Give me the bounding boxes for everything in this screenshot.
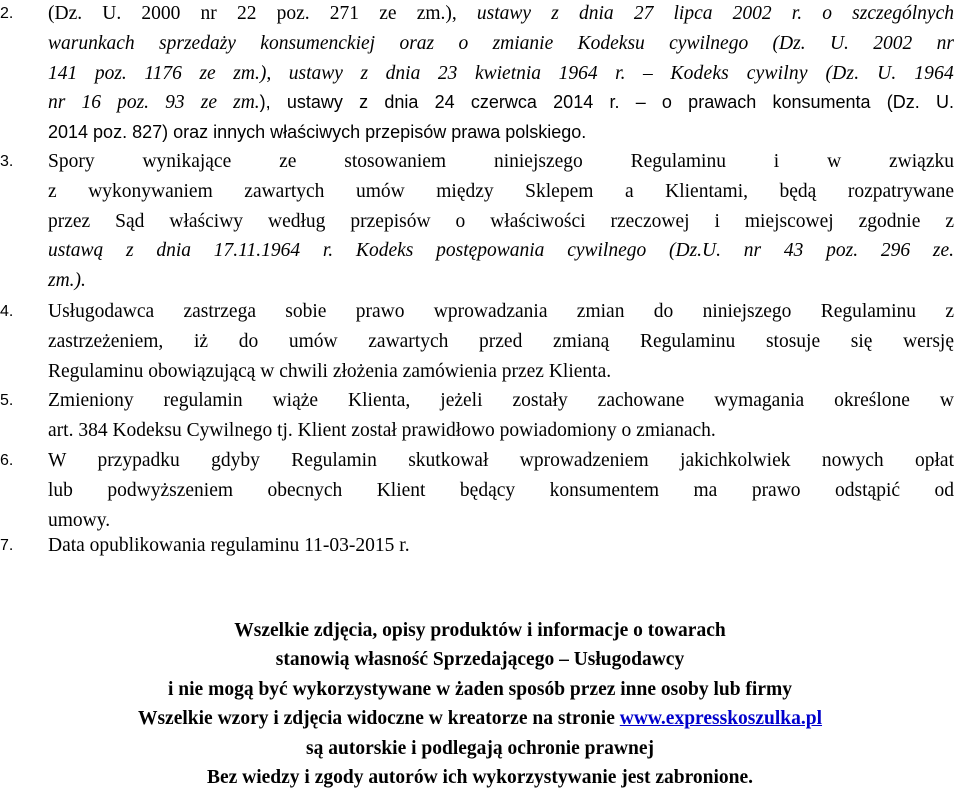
- website-link[interactable]: www.expresskoszulka.pl: [619, 708, 823, 730]
- text-line: Regulaminu obowiązującą w chwili złożenia zamówienia przez Klienta.: [48, 360, 612, 382]
- text-line: nr 16 poz. 93 ze zm.), ustawy z dnia 24 czerwca 2014 r. – o prawach konsumenta (Dz. U.: [48, 92, 954, 114]
- item-text: [48, 297, 954, 386]
- item-number: 3.: [0, 153, 14, 170]
- text-line: warunkach sprzedaży konsumenckiej oraz o zmianie Kodeksu cywilnego (Dz. U. 2002 nr: [48, 32, 954, 54]
- notice-line: są autorskie i podlegają ochronie prawnej: [306, 737, 654, 759]
- notice-line: Wszelkie zdjęcia, opisy produktów i informacje o towarach: [234, 620, 726, 641]
- item-number: 4.: [0, 303, 14, 320]
- text-line: Data opublikowania regulaminu 11-03-2015 r.: [48, 535, 410, 556]
- text-line: zastrzeżeniem, iż do umów zawartych przed zmianą Regulaminu stosuje się wersję: [48, 330, 954, 352]
- text-line: Zmieniony regulamin wiąże Klienta, jeżeli zostały zachowane wymagania określone w: [48, 390, 954, 411]
- text-line: lub podwyższeniem obecnych Klient będący konsumentem ma prawo odstąpić od: [48, 479, 954, 501]
- notice-line: Bez wiedzy i zgody autorów ich wykorzystywanie jest zabronione.: [206, 766, 754, 788]
- text-line: zm.).: [48, 270, 86, 292]
- item-number: 6.: [0, 452, 14, 469]
- text-line: umowy.: [48, 509, 111, 531]
- item-text: [48, 531, 954, 561]
- item-text: [48, 446, 954, 535]
- item-text: [48, 147, 954, 296]
- item-number: 2.: [0, 5, 14, 22]
- copyright-notice: [0, 616, 960, 792]
- text-line: art. 384 Kodeksu Cywilnego tj. Klient został prawidłowo powiadomiony o zmianach.: [48, 419, 716, 441]
- text-line: z wykonywaniem zawartych umów między Sklepem a Klientami, będą rozpatrywane: [48, 180, 954, 202]
- text-line: przez Sąd właściwy według przepisów o właściwości rzeczowej i miejscowej zgodnie z: [48, 210, 954, 232]
- item-number: 7.: [0, 537, 14, 554]
- text-line: W przypadku gdyby Regulamin skutkował wprowadzeniem jakichkolwiek nowych opłat: [48, 450, 954, 471]
- item-text: [48, 386, 954, 446]
- text-line: Spory wynikające ze stosowaniem niniejszego Regulaminu i w związku: [48, 151, 954, 172]
- notice-line: i nie mogą być wykorzystywane w żaden sposób przez inne osoby lub firmy: [167, 678, 792, 700]
- notice-line: stanowią własność Sprzedającego – Usługodawcy: [275, 649, 685, 671]
- text-line: 2014 poz. 827) oraz innych właściwych przepisów prawa polskiego.: [48, 122, 587, 143]
- item-text: [48, 0, 954, 148]
- text-line: Usługodawca zastrzega sobie prawo wprowadzania zmian do niniejszego Regulaminu z: [48, 301, 954, 322]
- text-line: 141 poz. 1176 ze zm.), ustawy z dnia 23 kwietnia 1964 r. – Kodeks cywilny (Dz. U. 1964: [48, 62, 954, 84]
- notice-line: Wszelkie wzory i zdjęcia widoczne w kreatorze na stronie www.expresskoszulka.pl: [137, 708, 823, 730]
- item-number: 5.: [0, 392, 14, 409]
- text-line: ustawą z dnia 17.11.1964 r. Kodeks postępowania cywilnego (Dz.U. nr 43 poz. 296 ze.: [48, 240, 954, 262]
- text-line: (Dz. U. 2000 nr 22 poz. 271 ze zm.), ustawy z dnia 27 lipca 2002 r. o szczególnych: [48, 3, 954, 24]
